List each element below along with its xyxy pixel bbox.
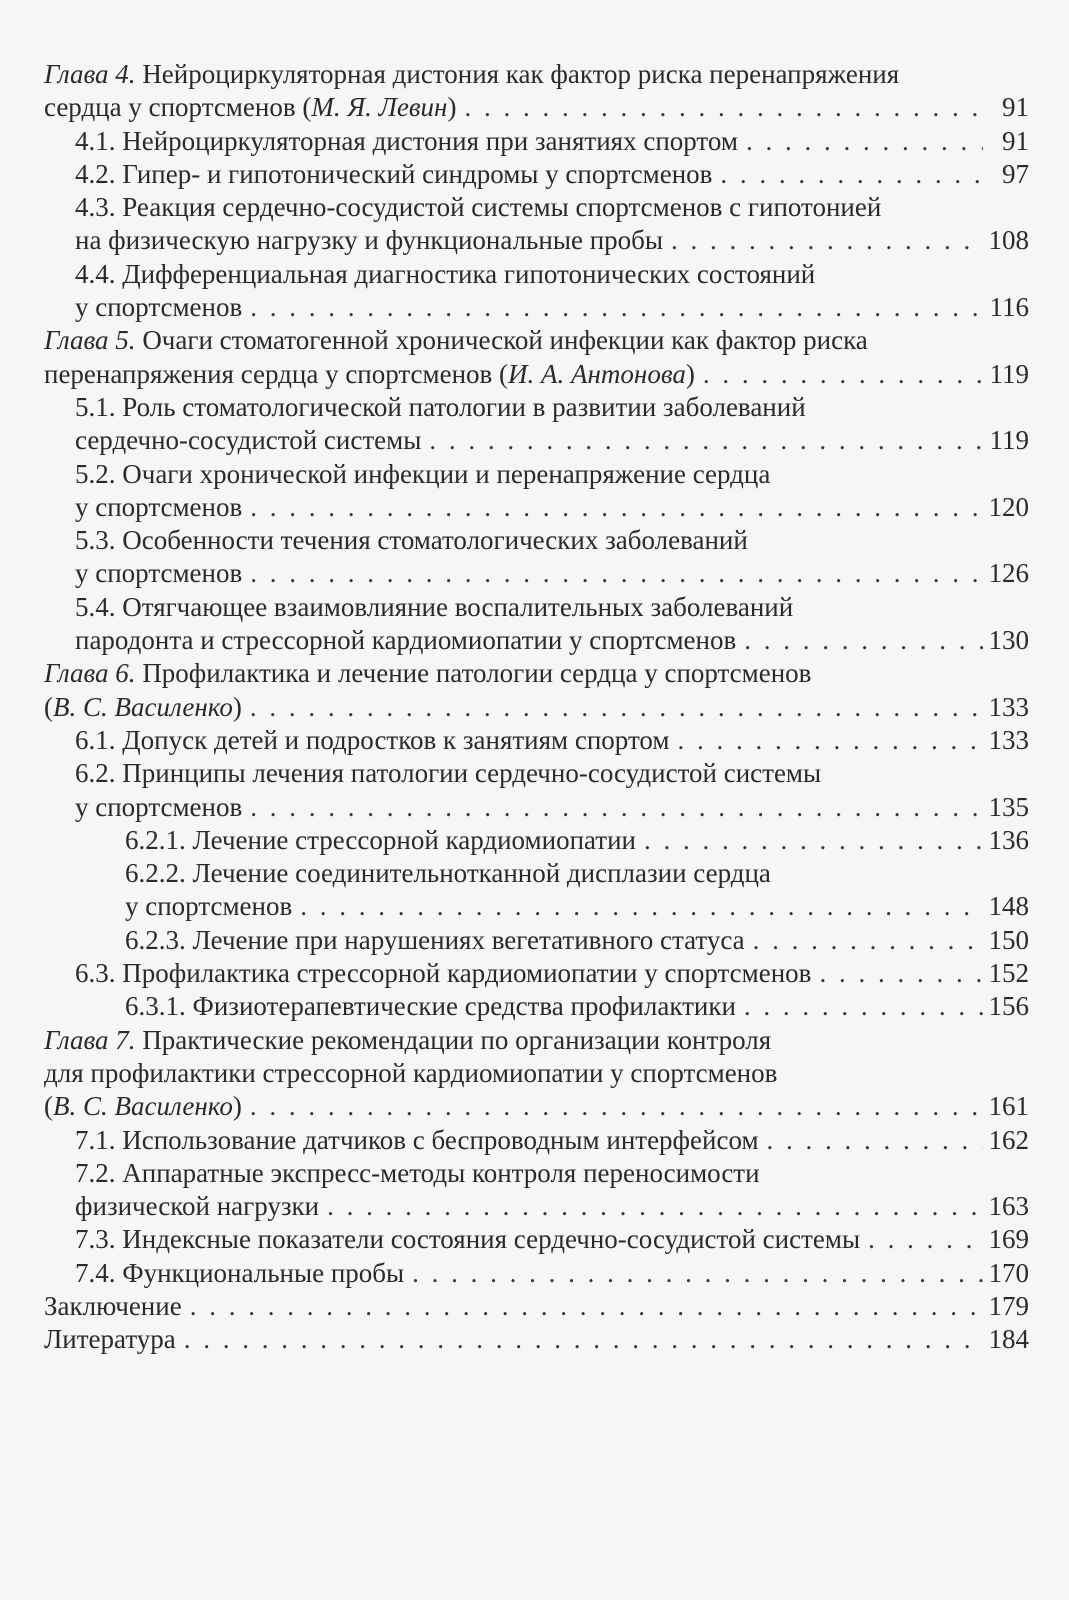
page-number: 120 <box>988 491 1029 522</box>
toc-entry <box>44 1290 1029 1323</box>
entry-title: Очаги стоматогенной хронической инфекции как фактор риска <box>142 325 868 356</box>
toc-line <box>44 1290 1029 1323</box>
toc-entry <box>44 1257 1029 1290</box>
toc-line <box>44 791 1029 824</box>
page-number: 116 <box>989 292 1029 323</box>
toc-entry <box>44 1024 1029 1124</box>
entry-title: у спортсменов <box>75 558 243 589</box>
toc-entry <box>44 724 1029 757</box>
leader-dots <box>868 1223 982 1256</box>
entry-title: 4.4. Дифференциальная диагностика гипотонических состояний <box>75 258 816 289</box>
leader-dots <box>767 1124 983 1157</box>
toc-line <box>44 458 1029 491</box>
chapter-label: Глава 4. <box>44 59 136 89</box>
leader-dots <box>753 924 983 957</box>
chapter-label: Глава 7. <box>44 1024 136 1055</box>
leader-dots <box>744 990 983 1023</box>
entry-title: 6.1. Допуск детей и подростков к занятиям спортом <box>75 724 670 755</box>
toc-entry <box>44 258 1029 325</box>
toc-line <box>44 1124 1029 1157</box>
page-number: 136 <box>988 824 1029 855</box>
entry-title: на физическую нагрузку и функциональные пробы <box>75 225 664 256</box>
toc-line: ( В. С. Василенко ) . . . 161 <box>44 1090 1029 1123</box>
toc-line <box>44 524 1029 557</box>
leader-dots <box>190 1290 983 1323</box>
toc-entry <box>44 1323 1029 1356</box>
toc-line <box>44 924 1029 957</box>
leader-dots <box>671 224 982 257</box>
toc-line <box>44 491 1029 524</box>
chapter-author: В. С. Василенко <box>53 691 233 722</box>
leader-dots <box>327 1190 982 1223</box>
page-number: 161 <box>988 1091 1029 1122</box>
leader-dots <box>250 1090 983 1123</box>
toc-line <box>44 58 1029 91</box>
leader-dots <box>746 125 983 158</box>
toc-entry <box>44 125 1029 158</box>
toc-entry <box>44 757 1029 824</box>
page-number: 169 <box>988 1224 1029 1255</box>
toc-line <box>44 424 1029 457</box>
toc-entry <box>44 158 1029 191</box>
toc-entry <box>44 191 1029 258</box>
page-number: 179 <box>988 1290 1029 1321</box>
toc-line <box>44 125 1029 158</box>
toc-line: перенапряжения сердца у спортсменов ( И. А. Антонова ) . . . 119 <box>44 358 1029 391</box>
entry-title: для профилактики стрессорной кардиомиопатии у спортсменов <box>44 1057 778 1088</box>
leader-dots <box>744 624 982 657</box>
toc-line <box>44 957 1029 990</box>
entry-title: физической нагрузки <box>75 1191 320 1222</box>
leader-dots <box>412 1257 982 1290</box>
entry-title: Литература <box>44 1324 176 1355</box>
leader-dots <box>250 491 982 524</box>
toc-line <box>44 857 1029 890</box>
toc-entry <box>44 857 1029 924</box>
toc-entry <box>44 1157 1029 1224</box>
toc-line <box>44 1024 1029 1057</box>
entry-title: 6.2.1. Лечение стрессорной кардиомиопатии <box>125 824 636 855</box>
toc-line <box>44 1223 1029 1256</box>
entry-title: 5.4. Отягчающее взаимовлияние воспалительных заболеваний <box>75 591 794 622</box>
leader-dots <box>250 791 982 824</box>
toc-line <box>44 258 1029 291</box>
entry-title: у спортсменов <box>75 491 243 522</box>
entry-title: Практические рекомендации по организации контроля <box>142 1024 772 1055</box>
entry-title: 4.3. Реакция сердечно-сосудистой системы спортсменов с гипотонией <box>75 192 882 223</box>
page-number: 97 <box>1002 158 1029 189</box>
entry-title: у спортсменов <box>125 891 293 922</box>
page-number: 152 <box>988 958 1029 989</box>
toc-entry <box>44 824 1029 857</box>
toc-line <box>44 624 1029 657</box>
entry-title: 6.2.3. Лечение при нарушениях вегетативного статуса <box>125 924 745 955</box>
toc-line <box>44 1057 1029 1090</box>
page-number: 130 <box>988 625 1029 656</box>
leader-dots <box>250 291 983 324</box>
chapter-label: Глава 6. <box>44 658 136 689</box>
toc-line <box>44 324 1029 357</box>
page-number: 126 <box>988 558 1029 589</box>
page-number: 156 <box>988 991 1029 1022</box>
entry-title: перенапряжения сердца у спортсменов <box>44 358 493 389</box>
entry-title: пародонта и стрессорной кардиомиопатии у спортсменов <box>75 625 737 656</box>
toc-line <box>44 224 1029 257</box>
page-number: 133 <box>988 691 1029 722</box>
toc-entry <box>44 990 1029 1023</box>
page-number: 162 <box>988 1124 1029 1155</box>
toc-line <box>44 990 1029 1023</box>
page-number: 184 <box>988 1324 1029 1355</box>
page-number: 133 <box>988 724 1029 755</box>
page-number: 163 <box>988 1191 1029 1222</box>
toc-entry <box>44 957 1029 990</box>
leader-dots <box>464 91 983 124</box>
entry-title: 7.2. Аппаратные экспресс-методы контроля переносимости <box>75 1157 760 1188</box>
toc-entry <box>44 657 1029 724</box>
toc-entry <box>44 391 1029 458</box>
entry-title: 5.1. Роль стоматологической патологии в развитии заболеваний <box>75 391 806 422</box>
entry-title: 6.2.2. Лечение соединительнотканной дисплазии сердца <box>125 858 771 889</box>
entry-title: 6.3. Профилактика стрессорной кардиомиопатии у спортсменов <box>75 958 812 989</box>
chapter-author: В. С. Василенко <box>53 1091 233 1122</box>
page-number: 91 <box>1002 125 1029 156</box>
page-number: 108 <box>988 225 1029 256</box>
toc-entry <box>44 324 1029 391</box>
toc-entry <box>44 524 1029 591</box>
toc-line <box>44 158 1029 191</box>
leader-dots <box>250 691 983 724</box>
toc-line <box>44 757 1029 790</box>
toc-line <box>44 890 1029 923</box>
toc-line <box>44 591 1029 624</box>
toc-line <box>44 391 1029 424</box>
table-of-contents <box>44 58 1029 1357</box>
toc-entry <box>44 1223 1029 1256</box>
leader-dots <box>819 957 982 990</box>
leader-dots <box>644 824 983 857</box>
entry-title: сердечно-сосудистой системы <box>75 425 422 456</box>
page-number: 91 <box>1002 92 1029 123</box>
entry-title: 6.2. Принципы лечения патологии сердечно-сосудистой системы <box>75 758 822 789</box>
entry-title: 7.4. Функциональные пробы <box>75 1257 405 1288</box>
leader-dots <box>677 724 982 757</box>
toc-line <box>44 557 1029 590</box>
chapter-author: И. А. Антонова <box>508 358 686 389</box>
entry-title: сердца у спортсменов <box>44 92 296 123</box>
chapter-author: М. Я. Левин <box>311 92 448 123</box>
page-number: 119 <box>989 425 1029 456</box>
chapter-label: Глава 5. <box>44 325 136 356</box>
entry-title: 4.2. Гипер- и гипотонический синдромы у спортсменов <box>75 158 713 189</box>
leader-dots <box>703 358 983 391</box>
leader-dots <box>250 557 982 590</box>
entry-title: 7.3. Индексные показатели состояния сердечно-сосудистой системы <box>75 1224 861 1255</box>
leader-dots <box>184 1323 983 1356</box>
leader-dots <box>720 158 983 191</box>
page-number: 119 <box>989 358 1029 389</box>
toc-line <box>44 1323 1029 1356</box>
toc-line <box>44 1190 1029 1223</box>
page-number: 170 <box>988 1257 1029 1288</box>
toc-entry <box>44 1124 1029 1157</box>
entry-title: 5.3. Особенности течения стоматологических заболеваний <box>75 525 748 556</box>
toc-entry <box>44 591 1029 658</box>
entry-title: 6.3.1. Физиотерапевтические средства профилактики <box>125 991 736 1022</box>
toc-line <box>44 1257 1029 1290</box>
entry-title: 5.2. Очаги хронической инфекции и перенапряжение сердца <box>75 458 771 489</box>
entry-title: Профилактика и лечение патологии сердца у спортсменов <box>142 658 812 689</box>
toc-entry <box>44 458 1029 525</box>
entry-title: 7.1. Использование датчиков с беспроводным интерфейсом <box>75 1124 759 1155</box>
page-number: 148 <box>988 891 1029 922</box>
toc-entry <box>44 58 1029 125</box>
toc-line <box>44 657 1029 690</box>
toc-line: ( В. С. Василенко ) . . . 133 <box>44 691 1029 724</box>
page-number: 150 <box>988 924 1029 955</box>
page-number: 135 <box>988 791 1029 822</box>
entry-title: Нейроциркуляторная дистония как фактор риска перенапряжения <box>142 59 900 89</box>
leader-dots <box>300 890 982 923</box>
toc-line <box>44 291 1029 324</box>
toc-line <box>44 191 1029 224</box>
entry-title: 4.1. Нейроциркуляторная дистония при занятиях спортом <box>75 125 738 156</box>
entry-title: у спортсменов <box>75 791 243 822</box>
toc-line <box>44 724 1029 757</box>
entry-title: у спортсменов <box>75 292 243 323</box>
toc-line: сердца у спортсменов ( М. Я. Левин ) . . . 91 <box>44 91 1029 124</box>
toc-line <box>44 1157 1029 1190</box>
toc-line <box>44 824 1029 857</box>
toc-entry <box>44 924 1029 957</box>
leader-dots <box>429 424 983 457</box>
entry-title: Заключение <box>44 1290 182 1321</box>
